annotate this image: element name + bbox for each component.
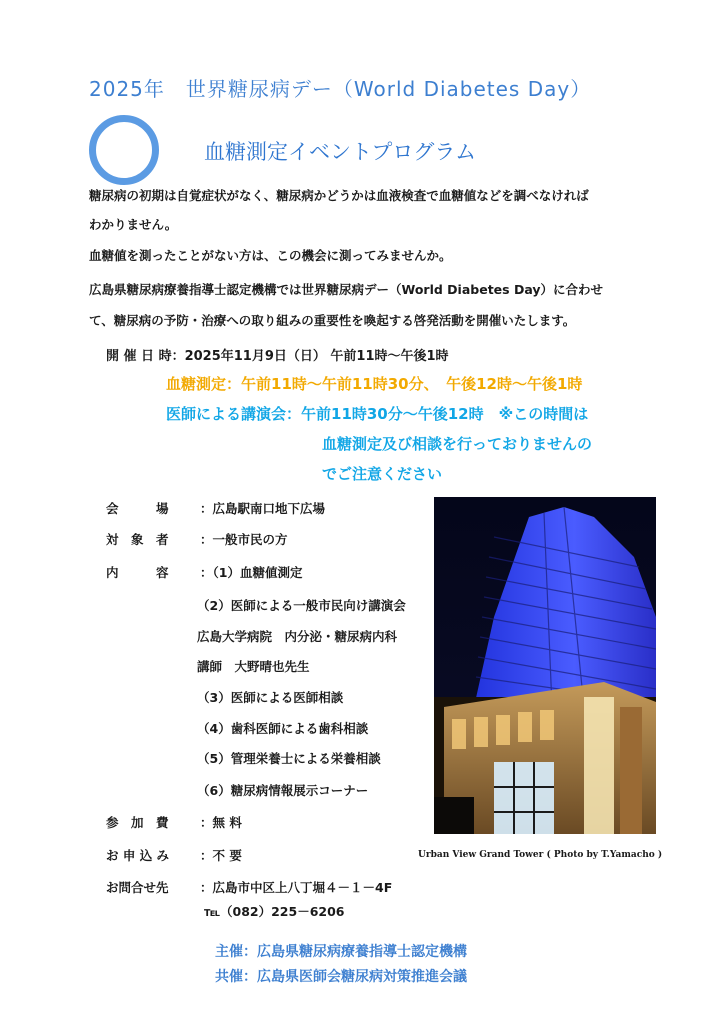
content-item: （2）医師による一般市民向け講演会 [197, 598, 406, 613]
event-subtitle: 血糖測定イベントプログラム [204, 140, 477, 164]
detail-label: お問合せ先 [106, 880, 169, 895]
detail-label: 内 容 [106, 565, 169, 580]
photo-caption: Urban View Grand Tower ( Photo by T.Yamacho ) [418, 850, 663, 860]
detail-value: ：一般市民の方 [200, 532, 288, 547]
detail-content [106, 563, 302, 581]
co-organizer: 共催：広島県医師会糖尿病対策推進会議 [215, 969, 467, 985]
lecture-line-1: 医師による講演会：午前11時30分～午後12時 ※この時間は [166, 405, 589, 423]
schedule-label: 開 催 日 時 [106, 349, 172, 364]
detail-label: 会 場 [106, 501, 169, 516]
detail-value: ：広島駅南口地下広場 [200, 501, 326, 516]
measure-time: 血糖測定：午前11時～午前11時30分、 午後12時～午後1時 [166, 375, 583, 393]
intro-line-3: 血糖値を測ったことがない方は、この機会に測ってみませんか。 [89, 248, 452, 263]
tower-photo [434, 497, 656, 834]
organizer: 主催：広島県糖尿病療養指導士認定機構 [215, 944, 467, 960]
detail-apply [106, 846, 242, 864]
lecture-line-3: でご注意ください [322, 465, 443, 483]
detail-venue [106, 499, 325, 517]
content-item: 講師 大野晴也先生 [197, 659, 310, 674]
content-item: 広島大学病院 内分泌・糖尿病内科 [197, 629, 398, 644]
detail-value: ：不 要 [200, 848, 242, 863]
schedule-value: ：2025年11月9日（日） 午前11時～午後1時 [171, 349, 449, 364]
detail-value: ：広島市中区上八丁堀４－１－4F [200, 880, 393, 895]
content-item: （3）医師による医師相談 [197, 690, 344, 705]
blue-circle-icon [89, 115, 159, 185]
detail-value: ：（1）血糖値測定 [200, 565, 303, 580]
intro-line-1: 糖尿病の初期は自覚症状がなく、糖尿病かどうかは血液検査で血糖値などを調べなければ [89, 188, 589, 203]
content-item: （5）管理栄養士による栄養相談 [197, 751, 381, 766]
detail-label: 参 加 費 [106, 815, 169, 830]
detail-value: ：無 料 [200, 815, 242, 830]
intro-line-2: わかりません。 [89, 217, 178, 232]
contact-phone: ℡（082）225－6206 [204, 904, 345, 919]
tower-illustration [434, 497, 656, 834]
intro-line-4: 広島県糖尿病療養指導士認定機構では世界糖尿病デー（World Diabetes Day）に合わせ [89, 282, 604, 297]
detail-fee [106, 813, 242, 831]
schedule-row [106, 345, 449, 364]
detail-label: 対 象 者 [106, 532, 169, 547]
intro-line-5: て、糖尿病の予防・治療への取り組みの重要性を喚起する啓発活動を開催いたします。 [89, 313, 576, 328]
lecture-line-2: 血糖測定及び相談を行っておりませんの [322, 435, 593, 453]
content-item: （4）歯科医師による歯科相談 [197, 721, 369, 736]
detail-label: お 申 込 み [106, 848, 170, 863]
detail-target [106, 530, 288, 548]
content-item: （6）糖尿病情報展示コーナー [197, 783, 369, 798]
page-title: 2025年 世界糖尿病デー（World Diabetes Day） [89, 77, 592, 101]
detail-contact [106, 878, 392, 896]
